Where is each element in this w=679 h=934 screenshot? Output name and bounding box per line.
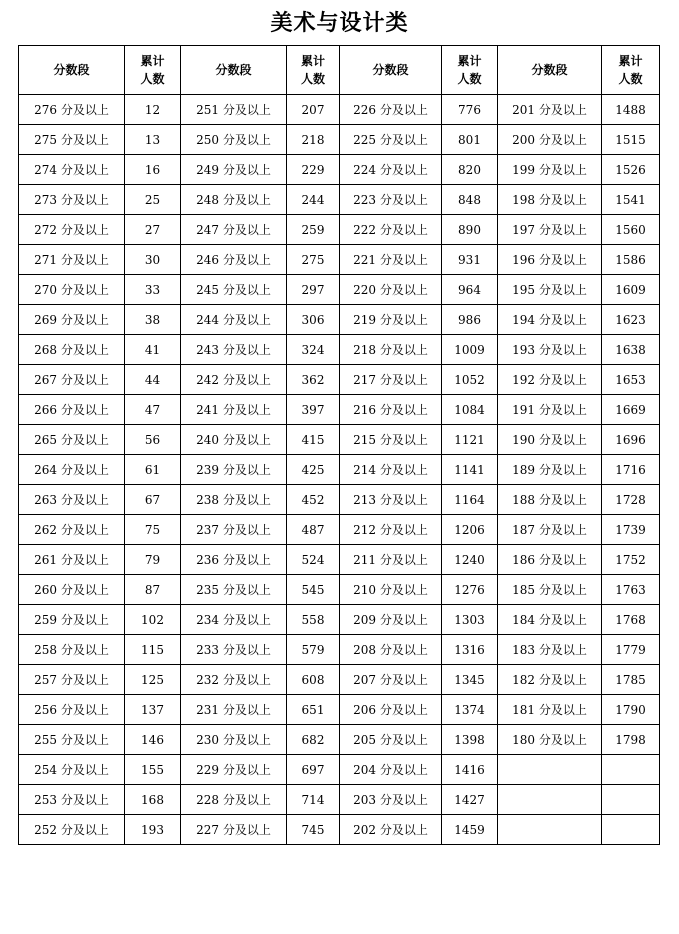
cumulative-count-cell: 25 [125, 185, 181, 215]
score-band-cell: 256 分及以上 [19, 695, 125, 725]
cumulative-count-cell: 415 [287, 425, 340, 455]
cumulative-count-cell: 545 [287, 575, 340, 605]
cumulative-count-cell: 1488 [602, 95, 660, 125]
score-band-cell: 197 分及以上 [498, 215, 602, 245]
cumulative-count-cell: 558 [287, 605, 340, 635]
score-band-cell: 260 分及以上 [19, 575, 125, 605]
table-row [19, 455, 660, 485]
cumulative-count-cell: 1427 [442, 785, 498, 815]
cumulative-count-cell: 79 [125, 545, 181, 575]
cumulative-count-cell: 651 [287, 695, 340, 725]
cumulative-count-cell: 1541 [602, 185, 660, 215]
score-band-cell: 258 分及以上 [19, 635, 125, 665]
cumulative-count-cell: 1121 [442, 425, 498, 455]
cumulative-count-cell: 61 [125, 455, 181, 485]
cumulative-count-cell: 524 [287, 545, 340, 575]
score-band-cell: 235 分及以上 [181, 575, 287, 605]
score-band-cell: 186 分及以上 [498, 545, 602, 575]
header-score-band: 分数段 [498, 46, 602, 95]
cumulative-count-cell: 1084 [442, 395, 498, 425]
cumulative-count-cell: 207 [287, 95, 340, 125]
cumulative-count-cell: 275 [287, 245, 340, 275]
score-band-cell: 199 分及以上 [498, 155, 602, 185]
score-band-cell: 227 分及以上 [181, 815, 287, 845]
score-band-cell: 255 分及以上 [19, 725, 125, 755]
cumulative-count-cell: 1752 [602, 545, 660, 575]
cumulative-count-cell: 608 [287, 665, 340, 695]
cumulative-count-cell: 33 [125, 275, 181, 305]
score-band-cell: 188 分及以上 [498, 485, 602, 515]
cumulative-count-cell: 75 [125, 515, 181, 545]
score-band-cell: 204 分及以上 [340, 755, 442, 785]
score-band-cell: 195 分及以上 [498, 275, 602, 305]
cumulative-count-cell: 1638 [602, 335, 660, 365]
table-row [19, 395, 660, 425]
table-row [19, 545, 660, 575]
table-row [19, 245, 660, 275]
cumulative-count-cell: 218 [287, 125, 340, 155]
cumulative-count-cell: 137 [125, 695, 181, 725]
header-count-line1: 累计 [140, 54, 165, 68]
score-band-cell: 215 分及以上 [340, 425, 442, 455]
score-band-cell: 241 分及以上 [181, 395, 287, 425]
score-band-cell: 185 分及以上 [498, 575, 602, 605]
cumulative-count-cell: 168 [125, 785, 181, 815]
score-band-cell: 274 分及以上 [19, 155, 125, 185]
cumulative-count-cell: 125 [125, 665, 181, 695]
table-row [19, 335, 660, 365]
score-band-cell: 268 分及以上 [19, 335, 125, 365]
cumulative-count-cell: 1206 [442, 515, 498, 545]
table-row [19, 755, 660, 785]
cumulative-count-cell: 397 [287, 395, 340, 425]
table-row [19, 185, 660, 215]
score-band-cell: 196 分及以上 [498, 245, 602, 275]
header-cumulative-count [287, 46, 340, 95]
score-band-cell: 238 分及以上 [181, 485, 287, 515]
cumulative-count-cell: 579 [287, 635, 340, 665]
header-count-line1: 累计 [300, 54, 325, 68]
score-band-cell: 225 分及以上 [340, 125, 442, 155]
cumulative-count-cell: 1515 [602, 125, 660, 155]
table-header-row [19, 46, 660, 95]
score-band-cell: 248 分及以上 [181, 185, 287, 215]
score-band-cell: 239 分及以上 [181, 455, 287, 485]
cumulative-count-cell: 1560 [602, 215, 660, 245]
cumulative-count-cell: 425 [287, 455, 340, 485]
score-band-cell: 221 分及以上 [340, 245, 442, 275]
cumulative-count-cell [602, 815, 660, 845]
score-band-cell: 219 分及以上 [340, 305, 442, 335]
score-band-cell: 230 分及以上 [181, 725, 287, 755]
score-band-cell: 270 分及以上 [19, 275, 125, 305]
cumulative-count-cell: 697 [287, 755, 340, 785]
cumulative-count-cell: 964 [442, 275, 498, 305]
score-band-cell: 250 分及以上 [181, 125, 287, 155]
score-band-cell: 209 分及以上 [340, 605, 442, 635]
header-cumulative-count [602, 46, 660, 95]
score-band-cell: 228 分及以上 [181, 785, 287, 815]
cumulative-count-cell: 30 [125, 245, 181, 275]
score-band-cell: 180 分及以上 [498, 725, 602, 755]
cumulative-count-cell: 1716 [602, 455, 660, 485]
header-score-band: 分数段 [19, 46, 125, 95]
score-band-cell: 234 分及以上 [181, 605, 287, 635]
score-band-cell: 213 分及以上 [340, 485, 442, 515]
header-count-line2: 人数 [618, 72, 643, 86]
score-band-cell: 183 分及以上 [498, 635, 602, 665]
cumulative-count-cell: 13 [125, 125, 181, 155]
cumulative-count-cell: 1276 [442, 575, 498, 605]
cumulative-count-cell: 297 [287, 275, 340, 305]
score-band-cell: 242 分及以上 [181, 365, 287, 395]
header-cumulative-count [125, 46, 181, 95]
score-band-cell: 218 分及以上 [340, 335, 442, 365]
score-band-cell: 263 分及以上 [19, 485, 125, 515]
score-band-cell: 269 分及以上 [19, 305, 125, 335]
cumulative-count-cell: 44 [125, 365, 181, 395]
score-band-cell: 187 分及以上 [498, 515, 602, 545]
score-band-cell: 222 分及以上 [340, 215, 442, 245]
score-band-cell: 207 分及以上 [340, 665, 442, 695]
cumulative-count-cell: 776 [442, 95, 498, 125]
table-row [19, 125, 660, 155]
table-row [19, 575, 660, 605]
score-band-cell: 216 分及以上 [340, 395, 442, 425]
cumulative-count-cell: 1526 [602, 155, 660, 185]
score-band-cell: 252 分及以上 [19, 815, 125, 845]
cumulative-count-cell: 745 [287, 815, 340, 845]
cumulative-count-cell: 1609 [602, 275, 660, 305]
cumulative-count-cell: 193 [125, 815, 181, 845]
cumulative-count-cell: 41 [125, 335, 181, 365]
score-band-cell: 272 分及以上 [19, 215, 125, 245]
score-band-cell: 247 分及以上 [181, 215, 287, 245]
table-row [19, 725, 660, 755]
score-band-cell [498, 815, 602, 845]
cumulative-count-cell: 1623 [602, 305, 660, 335]
score-band-cell: 226 分及以上 [340, 95, 442, 125]
score-band-cell: 182 分及以上 [498, 665, 602, 695]
score-band-cell: 189 分及以上 [498, 455, 602, 485]
cumulative-count-cell: 56 [125, 425, 181, 455]
table-row [19, 155, 660, 185]
header-score-band: 分数段 [340, 46, 442, 95]
table-row [19, 515, 660, 545]
score-band-cell: 275 分及以上 [19, 125, 125, 155]
score-band-cell: 194 分及以上 [498, 305, 602, 335]
score-band-cell: 261 分及以上 [19, 545, 125, 575]
cumulative-count-cell: 1416 [442, 755, 498, 785]
cumulative-count-cell: 1653 [602, 365, 660, 395]
score-band-cell: 254 分及以上 [19, 755, 125, 785]
score-band-cell: 253 分及以上 [19, 785, 125, 815]
cumulative-count-cell: 1798 [602, 725, 660, 755]
score-band-cell [498, 755, 602, 785]
cumulative-count-cell: 452 [287, 485, 340, 515]
score-band-cell: 211 分及以上 [340, 545, 442, 575]
table-row [19, 635, 660, 665]
score-band-cell: 192 分及以上 [498, 365, 602, 395]
score-band-cell: 245 分及以上 [181, 275, 287, 305]
cumulative-count-cell: 155 [125, 755, 181, 785]
score-band-cell: 214 分及以上 [340, 455, 442, 485]
header-score-band: 分数段 [181, 46, 287, 95]
cumulative-count-cell: 1669 [602, 395, 660, 425]
cumulative-count-cell: 38 [125, 305, 181, 335]
cumulative-count-cell: 487 [287, 515, 340, 545]
score-band-cell: 244 分及以上 [181, 305, 287, 335]
cumulative-count-cell: 931 [442, 245, 498, 275]
score-band-cell: 205 分及以上 [340, 725, 442, 755]
score-band-cell: 237 分及以上 [181, 515, 287, 545]
score-band-cell: 212 分及以上 [340, 515, 442, 545]
cumulative-count-cell: 1696 [602, 425, 660, 455]
score-band-cell: 223 分及以上 [340, 185, 442, 215]
table-row [19, 305, 660, 335]
table-row [19, 275, 660, 305]
cumulative-count-cell: 1779 [602, 635, 660, 665]
cumulative-count-cell: 306 [287, 305, 340, 335]
score-band-cell: 236 分及以上 [181, 545, 287, 575]
score-band-cell: 276 分及以上 [19, 95, 125, 125]
table-row [19, 215, 660, 245]
score-band-cell: 251 分及以上 [181, 95, 287, 125]
score-band-cell: 273 分及以上 [19, 185, 125, 215]
cumulative-count-cell: 1141 [442, 455, 498, 485]
score-band-cell: 206 分及以上 [340, 695, 442, 725]
cumulative-count-cell: 67 [125, 485, 181, 515]
score-band-cell: 232 分及以上 [181, 665, 287, 695]
cumulative-count-cell: 102 [125, 605, 181, 635]
score-band-cell: 198 分及以上 [498, 185, 602, 215]
table-row [19, 485, 660, 515]
cumulative-count-cell: 1164 [442, 485, 498, 515]
header-count-line2: 人数 [457, 72, 482, 86]
score-band-cell: 233 分及以上 [181, 635, 287, 665]
score-band-cell: 184 分及以上 [498, 605, 602, 635]
score-band-cell: 267 分及以上 [19, 365, 125, 395]
cumulative-count-cell: 1763 [602, 575, 660, 605]
score-band-cell: 249 分及以上 [181, 155, 287, 185]
cumulative-count-cell: 714 [287, 785, 340, 815]
score-band-cell: 257 分及以上 [19, 665, 125, 695]
cumulative-count-cell: 1345 [442, 665, 498, 695]
table-body [19, 95, 660, 845]
score-band-cell: 181 分及以上 [498, 695, 602, 725]
score-band-cell: 190 分及以上 [498, 425, 602, 455]
cumulative-count-cell: 1398 [442, 725, 498, 755]
score-band-cell: 265 分及以上 [19, 425, 125, 455]
header-count-line2: 人数 [140, 72, 165, 86]
cumulative-count-cell: 1739 [602, 515, 660, 545]
cumulative-count-cell: 1790 [602, 695, 660, 725]
cumulative-count-cell: 16 [125, 155, 181, 185]
table-row [19, 425, 660, 455]
score-band-cell: 193 分及以上 [498, 335, 602, 365]
cumulative-count-cell: 27 [125, 215, 181, 245]
cumulative-count-cell: 229 [287, 155, 340, 185]
cumulative-count-cell: 1374 [442, 695, 498, 725]
cumulative-count-cell: 820 [442, 155, 498, 185]
table-row [19, 665, 660, 695]
score-band-cell [498, 785, 602, 815]
cumulative-count-cell: 146 [125, 725, 181, 755]
score-band-cell: 259 分及以上 [19, 605, 125, 635]
score-band-cell: 224 分及以上 [340, 155, 442, 185]
cumulative-count-cell: 986 [442, 305, 498, 335]
score-band-cell: 202 分及以上 [340, 815, 442, 845]
table-row [19, 785, 660, 815]
score-band-cell: 264 分及以上 [19, 455, 125, 485]
cumulative-count-cell: 1586 [602, 245, 660, 275]
cumulative-count-cell: 12 [125, 95, 181, 125]
cumulative-count-cell: 1459 [442, 815, 498, 845]
cumulative-count-cell: 244 [287, 185, 340, 215]
cumulative-count-cell: 801 [442, 125, 498, 155]
cumulative-count-cell [602, 785, 660, 815]
score-band-cell: 266 分及以上 [19, 395, 125, 425]
score-band-cell: 231 分及以上 [181, 695, 287, 725]
cumulative-count-cell: 1303 [442, 605, 498, 635]
cumulative-count-cell: 115 [125, 635, 181, 665]
cumulative-count-cell: 890 [442, 215, 498, 245]
score-band-cell: 203 分及以上 [340, 785, 442, 815]
cumulative-count-cell: 1009 [442, 335, 498, 365]
cumulative-count-cell: 87 [125, 575, 181, 605]
score-band-cell: 262 分及以上 [19, 515, 125, 545]
cumulative-count-cell: 1240 [442, 545, 498, 575]
page-title: 美术与设计类 [270, 10, 409, 36]
table-row [19, 605, 660, 635]
score-band-cell: 246 分及以上 [181, 245, 287, 275]
score-band-cell: 210 分及以上 [340, 575, 442, 605]
score-band-cell: 208 分及以上 [340, 635, 442, 665]
score-band-cell: 217 分及以上 [340, 365, 442, 395]
table-row [19, 815, 660, 845]
cumulative-count-cell: 1052 [442, 365, 498, 395]
table-row [19, 695, 660, 725]
header-count-line2: 人数 [300, 72, 325, 86]
score-band-cell: 201 分及以上 [498, 95, 602, 125]
score-distribution-table [18, 45, 660, 845]
cumulative-count-cell: 682 [287, 725, 340, 755]
cumulative-count-cell: 47 [125, 395, 181, 425]
cumulative-count-cell: 1785 [602, 665, 660, 695]
table-row [19, 365, 660, 395]
cumulative-count-cell [602, 755, 660, 785]
score-band-cell: 229 分及以上 [181, 755, 287, 785]
score-band-cell: 191 分及以上 [498, 395, 602, 425]
header-count-line1: 累计 [457, 54, 482, 68]
header-count-line1: 累计 [618, 54, 643, 68]
cumulative-count-cell: 1316 [442, 635, 498, 665]
cumulative-count-cell: 259 [287, 215, 340, 245]
cumulative-count-cell: 324 [287, 335, 340, 365]
table-row [19, 95, 660, 125]
score-band-cell: 220 分及以上 [340, 275, 442, 305]
score-band-cell: 240 分及以上 [181, 425, 287, 455]
score-band-cell: 271 分及以上 [19, 245, 125, 275]
score-band-cell: 243 分及以上 [181, 335, 287, 365]
cumulative-count-cell: 1728 [602, 485, 660, 515]
score-band-cell: 200 分及以上 [498, 125, 602, 155]
header-cumulative-count [442, 46, 498, 95]
cumulative-count-cell: 848 [442, 185, 498, 215]
cumulative-count-cell: 1768 [602, 605, 660, 635]
cumulative-count-cell: 362 [287, 365, 340, 395]
